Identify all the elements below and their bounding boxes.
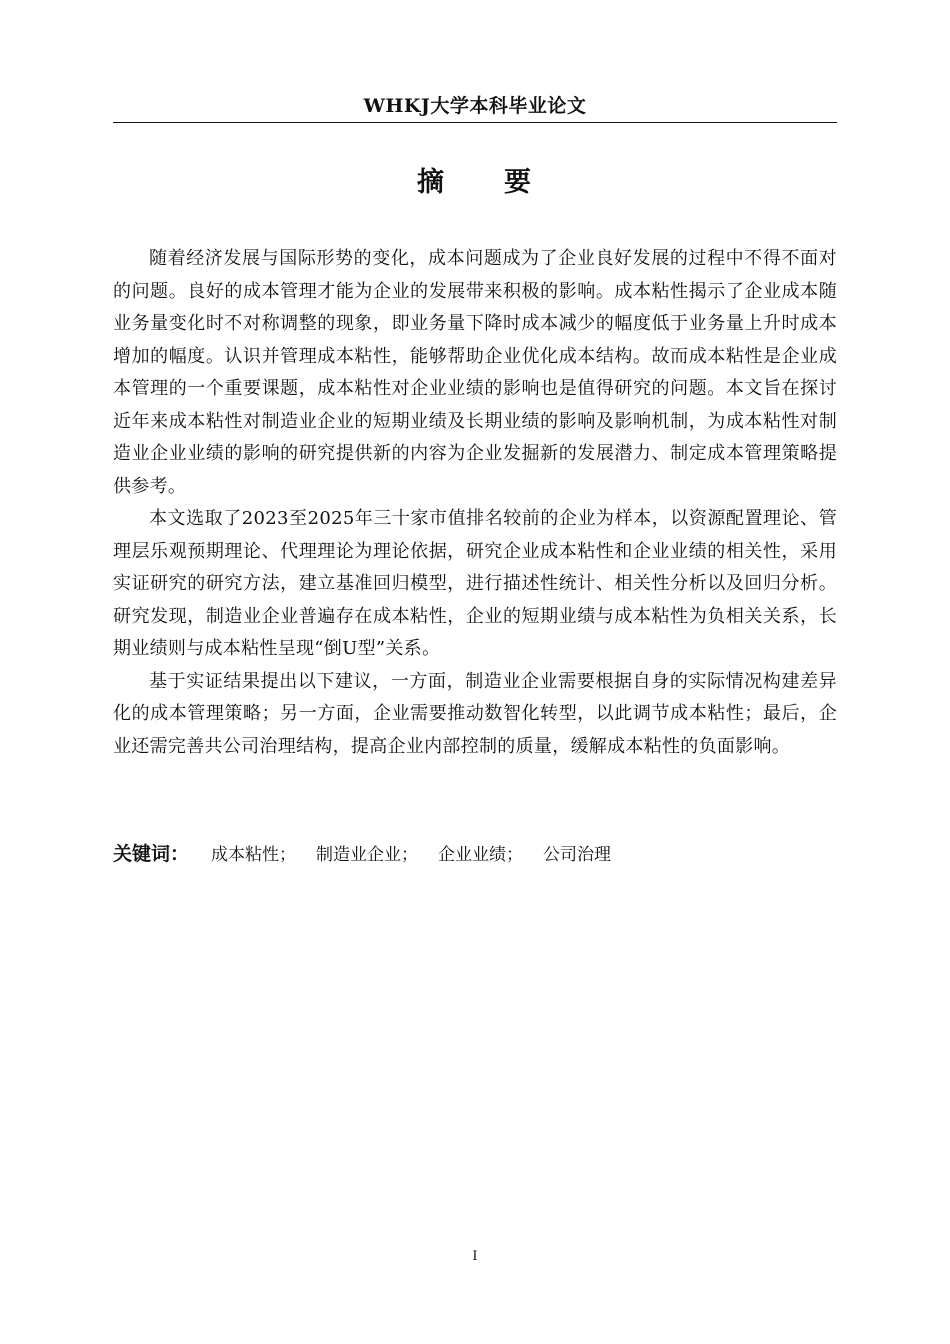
abstract-paragraph-1: 随着经济发展与国际形势的变化，成本问题成为了企业良好发展的过程中不得不面对的问题。良好的成本管理才能为企业的发展带来积极的影响。成本粘性揭示了企业成本随业务量变化时不对称调整的现象，即业务量下降时成本减少的幅度低于业务量上升时成本增加的幅度。认识并管理成本粘性，能够帮助企业优化成本结构。故而成本粘性是企业成本管理的一个重要课题，成本粘性对企业业绩的影响也是值得研究的问题。本文旨在探讨近年来成本粘性对制造业企业的短期业绩及长期业绩的影响及影响机制，为成本粘性对制造业企业业绩的影响的研究提供新的内容为企业发掘新的发展潜力、制定成本管理策略提供参考。 [113, 248, 837, 497]
abstract-title-char-2: 要 [504, 167, 533, 198]
keywords-line [113, 838, 837, 871]
abstract-title-char-1: 摘 [417, 167, 446, 198]
header-title: WHKJ大学本科毕业论文 [363, 95, 587, 117]
keyword-item: 制造业企业； [316, 845, 419, 865]
abstract-title [0, 163, 950, 203]
page-header [113, 92, 837, 123]
keywords-label: 关键词： [113, 843, 190, 865]
page-number: I [472, 1249, 478, 1264]
keyword-item: 成本粘性； [211, 845, 297, 865]
abstract-body [113, 243, 837, 763]
abstract-paragraph-2: 本文选取了2023至2025年三十家市值排名较前的企业为样本，以资源配置理论、管理层乐观预期理论、代理理论为理论依据，研究企业成本粘性和企业业绩的相关性，采用实证研究的研究方法，建立基准回归模型，进行描述性统计、相关性分析以及回归分析。研究发现，制造业企业普遍存在成本粘性，企业的短期业绩与成本粘性为负相关关系，长期业绩则与成本粘性呈现“倒U型”关系。 [113, 508, 837, 659]
keyword-item: 公司治理 [543, 845, 612, 865]
keyword-item: 企业业绩； [438, 845, 524, 865]
abstract-paragraph-3: 基于实证结果提出以下建议，一方面，制造业企业需要根据自身的实际情况构建差异化的成本管理策略；另一方面，企业需要推动数智化转型，以此调节成本粘性；最后，企业还需完善共公司治理结构，提高企业内部控制的质量，缓解成本粘性的负面影响。 [113, 670, 837, 757]
